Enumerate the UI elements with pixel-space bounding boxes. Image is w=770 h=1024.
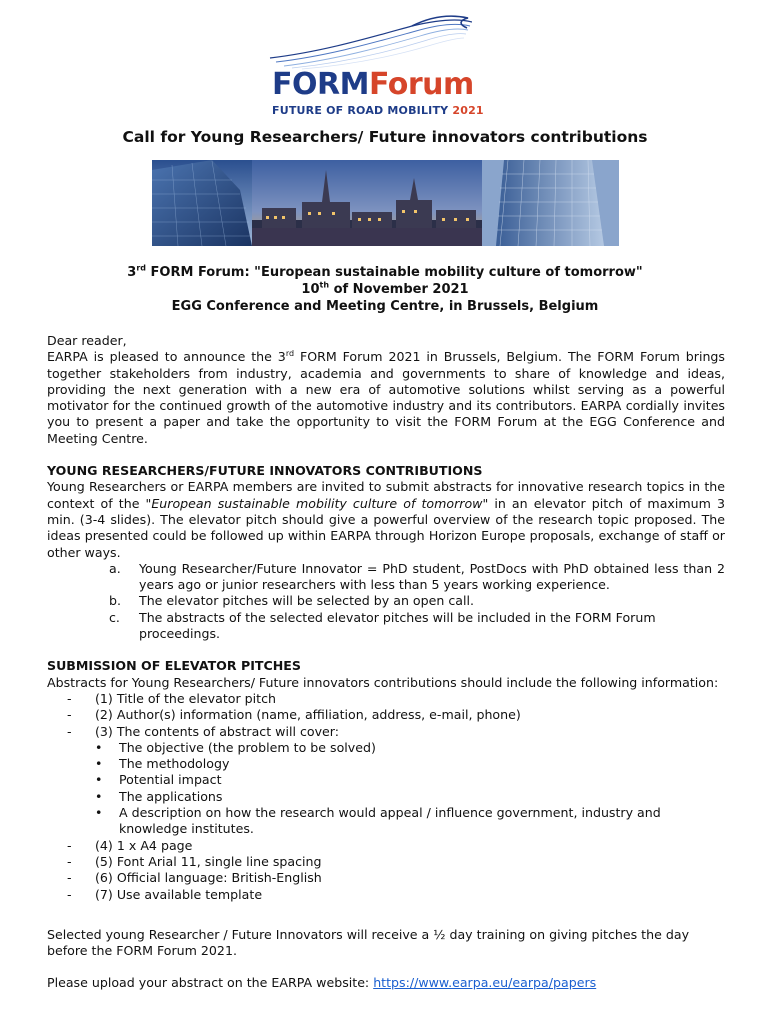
list-item: • The methodology [95, 756, 230, 772]
event-venue: EGG Conference and Meeting Centre, in Brussels, Belgium [171, 299, 599, 314]
training-paragraph: Selected young Researcher / Future Innovators will receive a ½ day training on giving pitches the day before the FORM Forum 2021. [47, 926, 690, 959]
list-item: c. The abstracts of the selected elevator pitches will be included in the FORM Forum proceedings. [109, 609, 656, 642]
logo-wordmark: FORMForum [272, 67, 474, 102]
list-item: - (6) Official language: British-English [67, 870, 322, 886]
list-item: - (7) Use available template [67, 886, 263, 902]
formforum-logo [262, 12, 484, 118]
list-item: - (5) Font Arial 11, single line spacing [67, 853, 322, 869]
list-item: • Potential impact [95, 772, 222, 788]
page-title: Call for Young Researchers/ Future innovators contributions [122, 128, 648, 146]
list-item: - (2) Author(s) information (name, affiliation, address, e-mail, phone) [67, 707, 521, 723]
intro-paragraph: EARPA is pleased to announce the 3rd FORM Forum 2021 in Brussels, Belgium. The FORM Forum brings together stakeholders from industry, academia and governments to share of knowledge and ideas, providing the next generation with a new era of automotive solutions whilst serving as a powerful motivator for the continued growth of the automotive industry and its contributors. EARPA cordially invites you to present a paper and take the opportunity to visit the FORM Forum at the EGG Conference and Meeting Centre. [47, 349, 725, 446]
young-researchers-paragraph: Young Researchers or EARPA members are invited to submit abstracts for innovative research topics in the context of the "European sustainable mobility culture of tomorrow" in an elevator pitch of maximum 3 min. (3-4 slides). The elevator pitch should give a powerful overview of the research topic proposed. The ideas presented could be followed up within EARPA through Horizon Europe proposals, exchange of staff or other ways. [47, 479, 725, 560]
submission-heading: SUBMISSION OF ELEVATOR PITCHES [47, 658, 301, 674]
papers-link[interactable]: https://www.earpa.eu/earpa/papers [373, 975, 597, 991]
young-researchers-heading: YOUNG RESEARCHERS/FUTURE INNOVATORS CONTRIBUTIONS [47, 463, 483, 479]
event-info [0, 264, 770, 315]
logo-subtitle: FUTURE OF ROAD MOBILITY 2021 [272, 104, 484, 117]
upload-paragraph: Please upload your abstract on the EARPA website: https://www.earpa.eu/earpa/papers [47, 975, 597, 991]
list-item: - (4) 1 x A4 page [67, 837, 193, 853]
document-body [47, 333, 725, 992]
list-item: • The applications [95, 788, 223, 804]
event-date: 10th of November 2021 [301, 280, 469, 297]
list-item: - (3) The contents of abstract will cover: [67, 723, 339, 739]
brussels-banner-image [152, 160, 619, 246]
swoosh-icon [262, 12, 472, 72]
greeting: Dear reader, [47, 333, 127, 348]
list-item: • The objective (the problem to be solved) [95, 739, 376, 755]
submission-intro: Abstracts for Young Researchers/ Future innovators contributions should include the following information: [47, 674, 719, 690]
list-item: a. Young Researcher/Future Innovator = PhD student, PostDocs with PhD obtained less than 2 years ago or junior researchers with less than 5 years working experience. [109, 560, 725, 593]
list-item: b. The elevator pitches will be selected by an open call. [109, 593, 475, 609]
list-item: • A description on how the research would appeal / influence government, industry and knowledge institutes. [95, 805, 661, 837]
list-item: - (1) Title of the elevator pitch [67, 690, 276, 706]
event-name: 3rd FORM Forum: "European sustainable mobility culture of tomorrow" [127, 263, 643, 280]
